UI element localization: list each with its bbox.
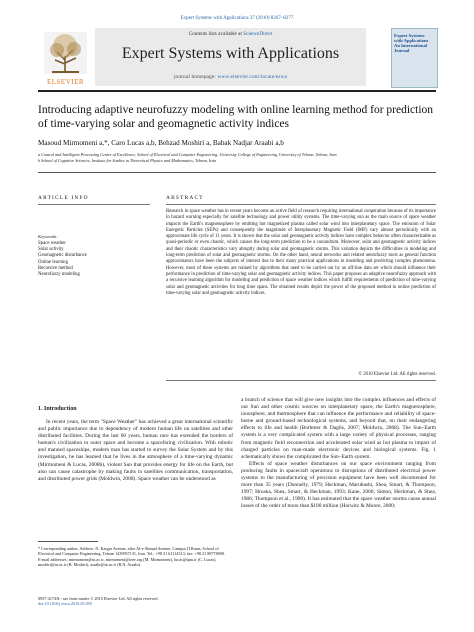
abstract-text: Research in space weather has in recent years become an active field of research requiring international cooperation because of its importance in hazard warning especially for satellite technology and power utility systems. The time-varying sun as the main source of space weather impacts the Earth's magnetosphere by emitting hot magnetized plasma called solar wind into interplanetary space. The emission of Solar Energetic Particles (SEPs) and consequently the magnitude of Interplanetary Magnetic Field (IMF) vary almost periodically with an approximate life cycle of 11 years. It is shown that the solar and geomagnetic activity indices have complex behavior often characterizable as quasi-periodic or even chaotic, which causes the long-term prediction to be a conundrum. Moreover, solar and geomagnetic activity indices and their chaotic characteristics vary abruptly during solar and geomagnetic storms. This variation depicts the difficulties in modeling and long-term prediction of solar and geomagnetic storms. On the other hand, neural networks and related neurofuzzy tools as general function approximators have been the subjects of interest due to their many practical applications in modeling and predicting complex phenomena. However, most of these systems are trained by algorithms that need to be carried out by an off-line data set which should influence their performance in prediction of time-varying solar and geomagnetic activity indices. This paper proposes an adaptive neurofuzzy approach with a recursive learning algorithm for modeling and prediction of space weather indices which fulfill requirements of prediction of time-varying solar and geomagnetic activities for long time spans. The obtained results depict the power of the proposed method in online prediction of time-varying solar and geomagnetic activity indices. bbox=[166, 209, 436, 296]
issn-line: 0957-4174/$ - see front matter © 2010 Elsevier Ltd. All rights reserved. bbox=[38, 596, 159, 601]
abstract-copyright: © 2010 Elsevier Ltd. All rights reserved. bbox=[358, 372, 436, 377]
section-heading-introduction: 1. Introduction bbox=[38, 406, 77, 412]
abstract-heading: ABSTRACT bbox=[166, 195, 204, 201]
author-list: Masoud Mirmomeni a,*, Caro Lucas a,b, Behzad Moshiri a, Babak Nadjar Araabi a,b bbox=[38, 139, 284, 147]
keyword-item: Recursive method bbox=[38, 265, 73, 271]
body-paragraph: Effects of space weather disturbances on our space environment ranging from producing faults in spacecraft operations to disruptions of distributed electrical power systems to the manufacturing of precision equipment have been well documented for more than 35 years (Donnelly, 1979; Heckman, Marubashi, Shea, Smart, & Thompson, 1997; Hruska, Shea, Smart, & Heckman, 1993; Kane, 2006; Simon, Heckman, & Shea, 1986; Thompson et al., 1990). It has estimated that the space weather storms cause annual losses of the order of more than $100 million (Horwitz & Moore, 2000; bbox=[241, 460, 436, 510]
sciencedirect-link[interactable]: ScienceDirect bbox=[243, 31, 273, 37]
keyword-item: Neurofuzzy modeling bbox=[38, 272, 80, 278]
affiliation-b: b School of Cognitive Sciences, Institute for Studies in Theoretical Physics and Mathematics, Tehran, Iran bbox=[38, 158, 216, 163]
publication-info bbox=[38, 596, 233, 606]
homepage-link[interactable]: www.elsevier.com/locate/eswa bbox=[217, 74, 288, 80]
contents-line bbox=[95, 31, 366, 37]
doi-link[interactable]: doi:10.1016/j.eswa.2010.05.059 bbox=[38, 601, 92, 606]
homepage-prefix: journal homepage: bbox=[173, 74, 218, 80]
abstract-bottom-rule bbox=[166, 380, 436, 381]
footnotes bbox=[38, 546, 233, 568]
journal-title: Expert Systems with Applications bbox=[121, 45, 340, 62]
body-column-left: In recent years, the term "Space Weather" has achieved a great international scientific and public importance due to dependency of modern human life on satellites and other distributed facilities. During the last 60 years, human race has extended the borders of human's civilization to outer space and become a spacefaring civilization. With robotic and manned spaceships, modern man has started to survey the Solar System and by this investigation, he has learned that he lives in the atmosphere of a time-varying dynamic (Mirmomeni & Lucas, 2008b), violent Sun that provides energy for life on the Earth, but also can cause catastrophe by making faults in satellites communication, transportation, and distributed power grids (Moldwin, 2008). Space weather can be understood as bbox=[38, 419, 233, 482]
keywords-label: Keywords: bbox=[38, 234, 58, 239]
keyword-list bbox=[38, 241, 148, 278]
abstract-rule bbox=[166, 204, 436, 205]
article-info-heading: ARTICLE INFO bbox=[38, 195, 89, 201]
contents-prefix: Contents lists available at bbox=[188, 31, 244, 37]
article-title: Introducing adaptive neurofuzzy modeling with online learning method for prediction of time-varying solar and geomagnetic activity indices bbox=[38, 104, 434, 130]
footnote-rule bbox=[38, 541, 98, 542]
running-head: Expert Systems with Applications 37 (2010) 8267–8277 bbox=[180, 16, 294, 21]
body-column-right bbox=[241, 397, 436, 511]
keyword-item: Online learning bbox=[38, 259, 68, 265]
keyword-item: Geomagnetic disturbance bbox=[38, 253, 87, 259]
body-paragraph: a branch of science that will give new insights into the complex influences and effects of our Sun and other cosmic sources on interplanetary space, the Earth's magnetosphere, ionosphere, and thermosphere that can influence the performance and reliability of space-borne and ground-based technological systems, and beyond that, on their endangering effects to life and health (Bothmer & Daglis, 2007; Moldwin, 2008). The Sun–Earth system is a very complicated system with a large variety of physical processes, ranging from magnetic field reconnection and accelerated solar wind as hot plasma to impact of charged particles on man-made electronic devices and biological systems. Fig. 1 schematically shows the complicated the Sun–Earth system. bbox=[241, 397, 436, 460]
affiliation-a: a Control and Intelligent Processing Center of Excellence, School of Electrical and Computer Engineering, University College of Engineering, University of Tehran, Tehran, Iran bbox=[38, 152, 337, 157]
email-addresses: E-mail addresses: mirmomeni@ut.ac.ir, mirmomeni@ieee.org (M. Mirmomeni), lucas@ipm.ir (C. Lucas), moshiri@ut.ac.ir (B. Moshiri), araabi@ut.ac.ir (B.N. Araabi). bbox=[38, 556, 217, 567]
cover-title: Expert Systems with Applications An International Journal bbox=[394, 33, 429, 53]
corresponding-author-note: * Corresponding author. Address: N. Kargar Avenue, after Al-e Ahmad Avenue, Campus II Rams, School of Electrical and Computer Engineering, Tehran 1439957131, Iran. Tel.: +98 21 61114313; fax: +98 21 88778690. bbox=[38, 546, 226, 557]
keyword-item: Solar activity bbox=[38, 247, 64, 253]
header-divider bbox=[38, 90, 436, 92]
title-divider bbox=[38, 172, 436, 173]
keyword-item: Space weather bbox=[38, 241, 66, 246]
journal-homepage bbox=[95, 74, 366, 80]
article-info-rule bbox=[38, 204, 150, 205]
publisher-name: ELSEVIER bbox=[46, 78, 85, 86]
